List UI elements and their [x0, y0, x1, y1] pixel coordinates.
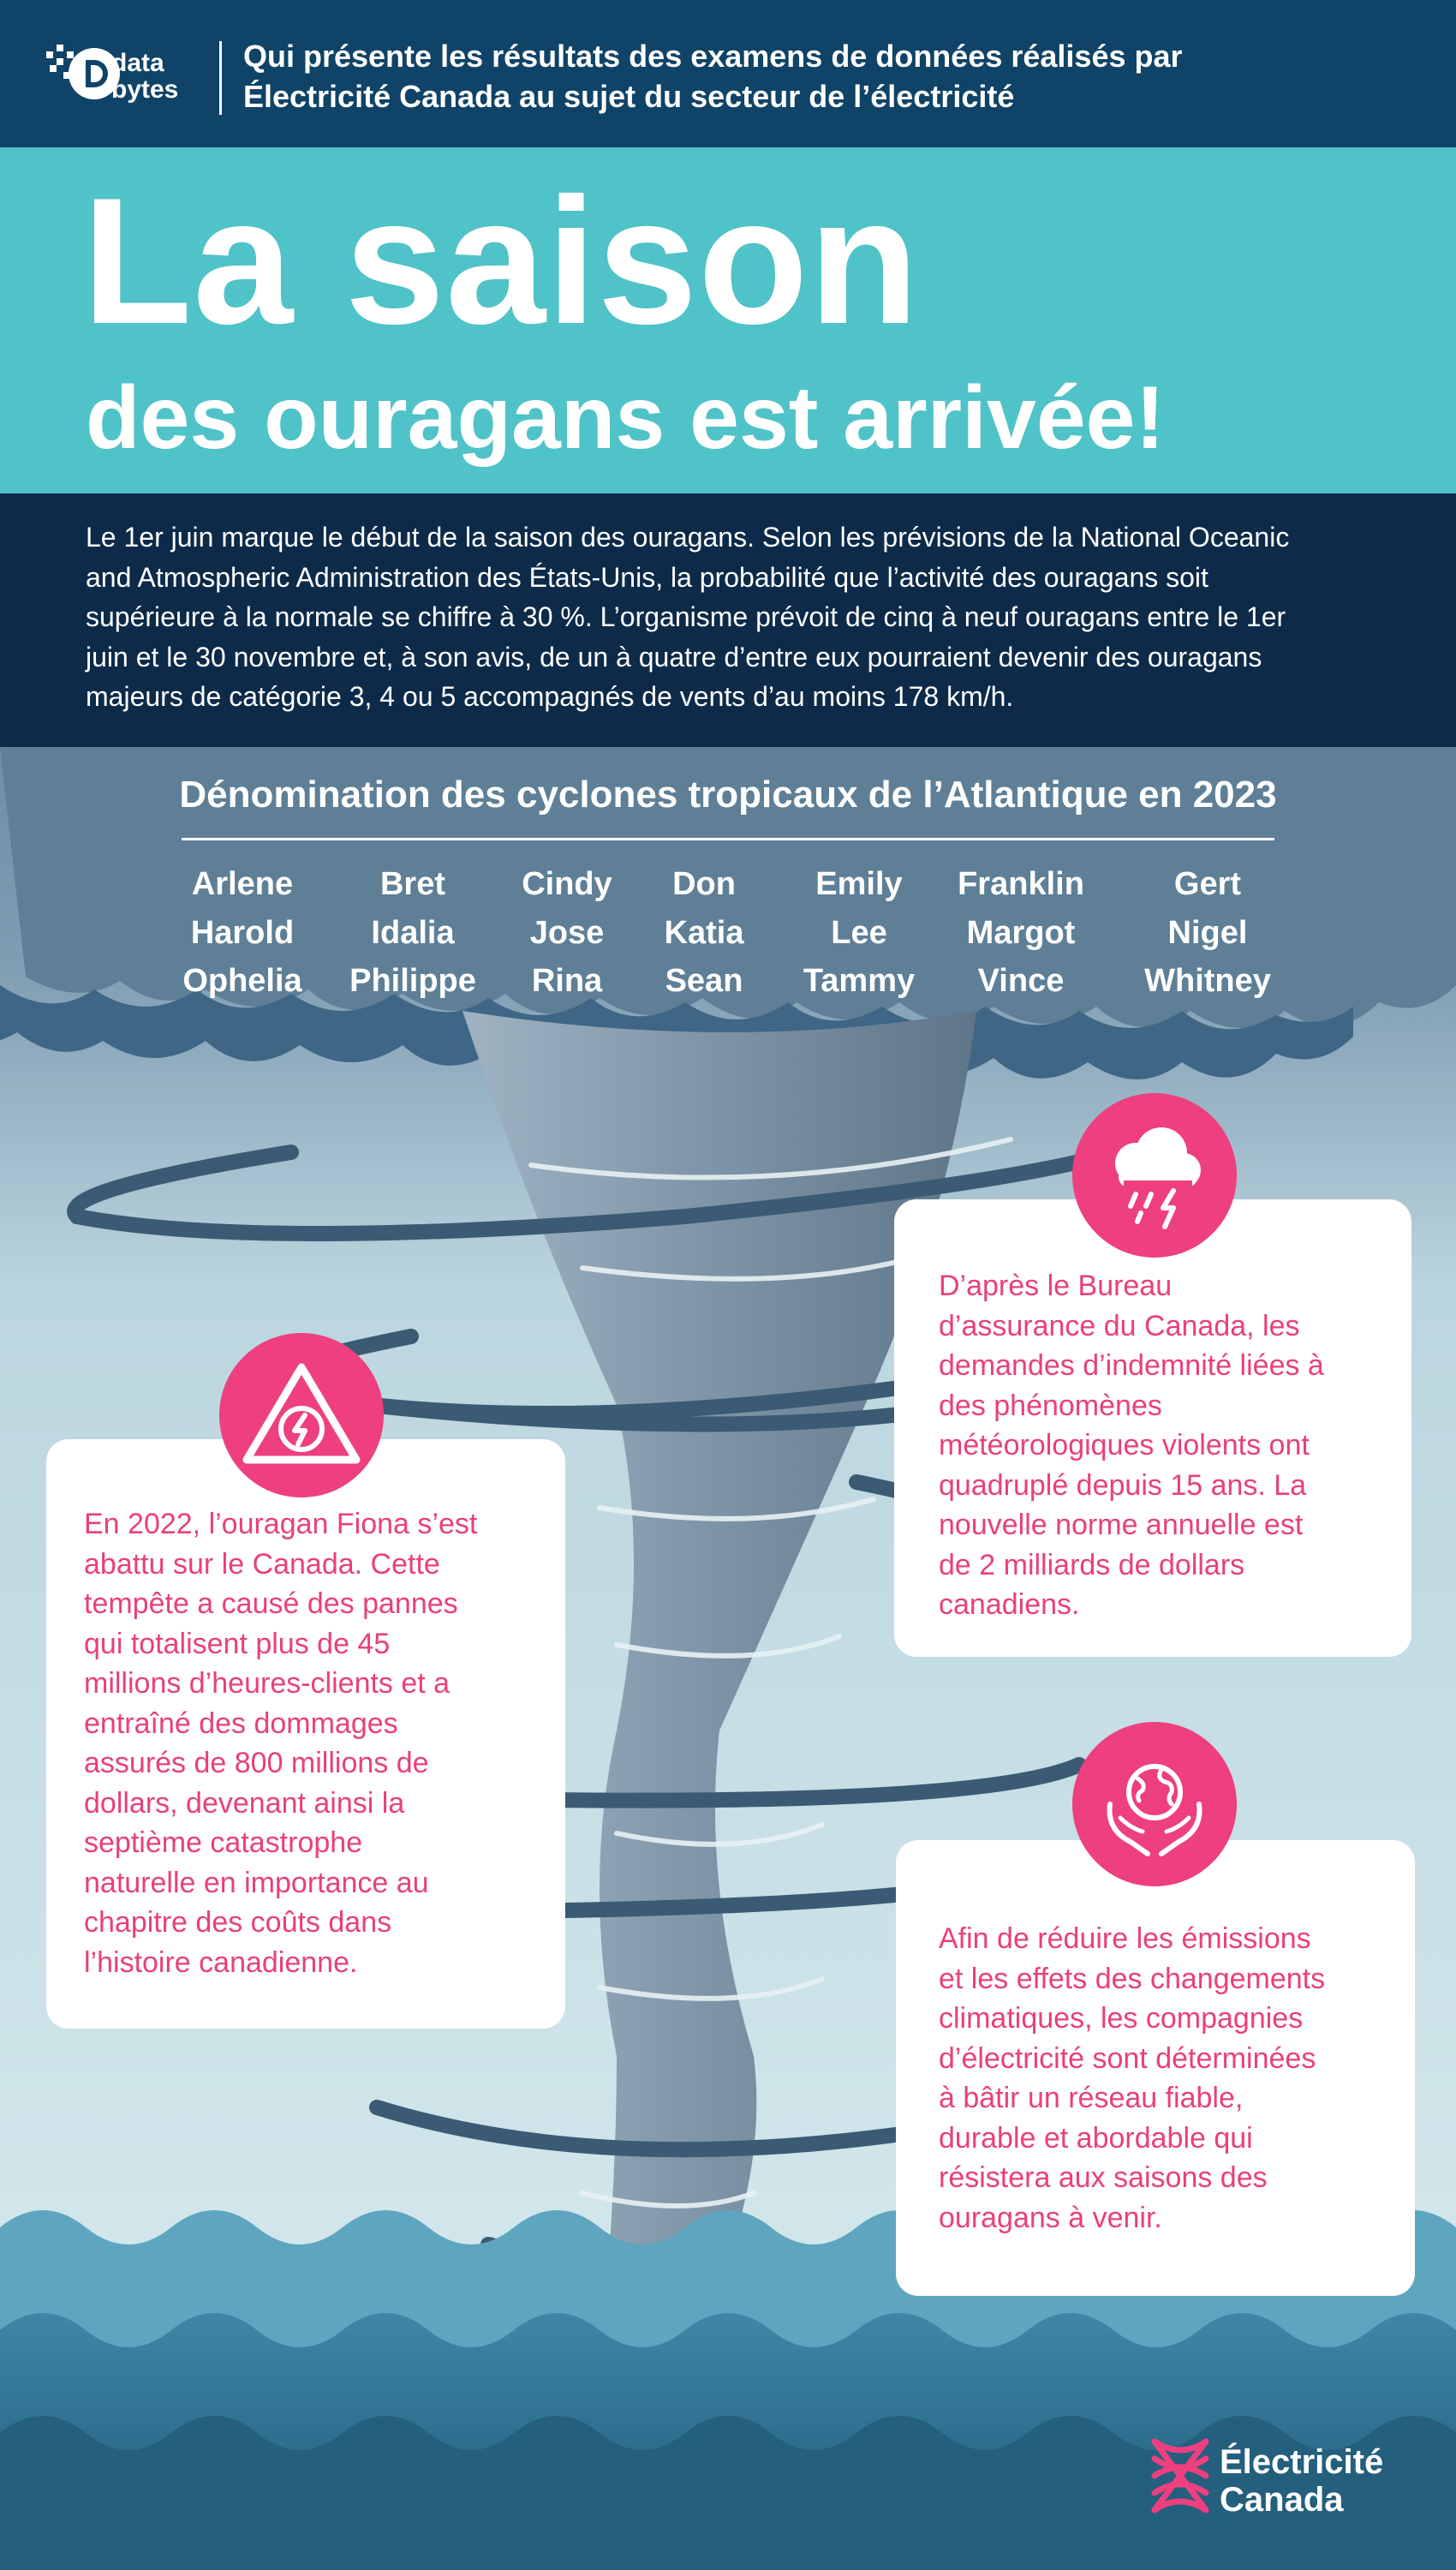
storm-names-divider [182, 838, 1274, 840]
storm-names-column [157, 860, 328, 1006]
storm-names-column [327, 860, 498, 1006]
storm-names-column [935, 860, 1107, 1006]
card-line: naturelle en importance au [84, 1866, 429, 1899]
intro-line: majeurs de catégorie 3, 4 ou 5 accompagnés de vents d’au moins 178 km/h. [86, 681, 1014, 712]
footer-logo-line-2: Canada [1220, 2481, 1344, 2519]
storm-name: Rina [531, 963, 603, 999]
storm-name: Jose [529, 914, 605, 951]
logo-word-bytes: bytes [111, 75, 179, 104]
storm-name: Harold [190, 914, 295, 951]
storm-name: Whitney [1144, 963, 1271, 999]
storm-name: Sean [665, 963, 743, 999]
storm-name: Vince [977, 963, 1065, 999]
intro-paragraph [86, 517, 1387, 717]
card-line: canadiens. [939, 1588, 1080, 1621]
storm-cloud-badge [1072, 1093, 1237, 1258]
storm-name: Emily [815, 866, 903, 902]
card-line: En 2022, l’ouragan Fiona s’est [84, 1508, 478, 1540]
storm-name: Cindy [522, 866, 612, 902]
card-line: dollars, devenant ainsi la [84, 1786, 405, 1820]
storm-name: Idalia [371, 914, 455, 951]
storm-name: Gert [1173, 866, 1242, 902]
insurance-claims-text [939, 1266, 1384, 1625]
header-tagline-line-2: Électricité Canada au sujet du secteur de l’électricité [243, 79, 1015, 114]
electricite-canada-wordmark [1220, 2443, 1383, 2519]
card-line: d’assurance du Canada, les [939, 1309, 1300, 1342]
storm-names-column [618, 860, 790, 1006]
card-line: d’électricité sont déterminées [939, 2041, 1316, 2075]
card-line: millions d’heures-clients et a [84, 1667, 451, 1700]
storm-name: Lee [831, 914, 887, 951]
hurricane-fiona-text [84, 1504, 546, 1982]
storm-name: Nigel [1167, 914, 1248, 951]
storm-cloud-icon [1072, 1093, 1237, 1258]
header-divider [219, 41, 222, 115]
electricite-canada-logo-icon [1148, 2433, 1216, 2519]
footer-logo-line-1: Électricité [1220, 2443, 1384, 2481]
card-line: des phénomènes [939, 1389, 1162, 1422]
card-line: résistera aux saisons des [939, 2161, 1268, 2194]
storm-name: Ophelia [182, 963, 302, 999]
storm-names-column [773, 860, 945, 1006]
card-line: durable et abordable qui [939, 2121, 1253, 2155]
logo-word-data: data [111, 49, 164, 77]
storm-name: Don [672, 866, 736, 902]
card-line: qui totalisent plus de 45 [84, 1627, 391, 1660]
card-line: à bâtir un réseau fiable, [939, 2082, 1244, 2114]
storm-name: Tammy [803, 963, 916, 999]
card-line: abattu sur le Canada. Cette [84, 1547, 440, 1581]
card-line: chapitre des coûts dans [84, 1906, 392, 1939]
logo-wordmark [111, 50, 178, 103]
card-line: D’après le Bureau [939, 1270, 1173, 1302]
page-subtitle: des ouragans est arrivée! [86, 368, 1166, 468]
page-title: La saison [82, 160, 920, 362]
card-line: climatiques, les compagnies [939, 2002, 1304, 2035]
card-line: nouvelle norme annuelle est [939, 1509, 1304, 1541]
card-line: septième catastrophe [84, 1826, 363, 1859]
header-tagline-line-1: Qui présente les résultats des examens de données réalisés par [243, 39, 1183, 74]
header-tagline [243, 36, 1357, 117]
electric-hazard-icon [219, 1333, 384, 1497]
intro-line: Le 1er juin marque le début de la saison des ouragans. Selon les prévisions de la National Oceanic [86, 522, 1290, 553]
storm-name: Margot [966, 914, 1076, 951]
electric-hazard-badge [219, 1333, 384, 1497]
card-line: quadruplé depuis 15 ans. La [939, 1468, 1307, 1502]
card-line: météorologiques violents ont [939, 1429, 1310, 1461]
storm-names-title: Dénomination des cyclones tropicaux de l’Atlantique en 2023 [179, 774, 1277, 816]
intro-line: supérieure à la normale se chiffre à 30 %. L’organisme prévoit de cinq à neuf ouragans entre le 1er [86, 601, 1286, 632]
earth-hands-icon [1072, 1722, 1237, 1886]
storm-name: Katia [664, 914, 744, 951]
card-line: l’histoire canadienne. [84, 1945, 358, 1979]
card-line: Afin de réduire les émissions [939, 1922, 1311, 1955]
card-line: entraîné des dommages [84, 1706, 398, 1740]
intro-line: juin et le 30 novembre et, à son avis, de un à quatre d’entre eux pourraient devenir des ouragans [86, 641, 1262, 672]
storm-name: Franklin [958, 866, 1084, 902]
card-line: ouragans à venir. [939, 2201, 1162, 2234]
storm-name: Arlene [191, 866, 294, 902]
card-line: et les effets des changements [939, 1962, 1326, 1995]
card-line: assurés de 800 millions de [84, 1747, 429, 1779]
intro-line: and Atmospheric Administration des États-Unis, la probabilité que l’activité des ouragans soit [86, 561, 1208, 593]
card-line: de 2 milliards de dollars [939, 1548, 1245, 1581]
storm-name: Philippe [349, 963, 476, 999]
card-line: tempête a causé des pannes [84, 1587, 458, 1620]
card-line: demandes d’indemnité liées à [939, 1349, 1324, 1382]
reliable-network-text [939, 1919, 1401, 2238]
earth-hands-badge [1072, 1722, 1237, 1886]
storm-names-column [1122, 860, 1293, 1006]
storm-name: Bret [379, 866, 446, 902]
